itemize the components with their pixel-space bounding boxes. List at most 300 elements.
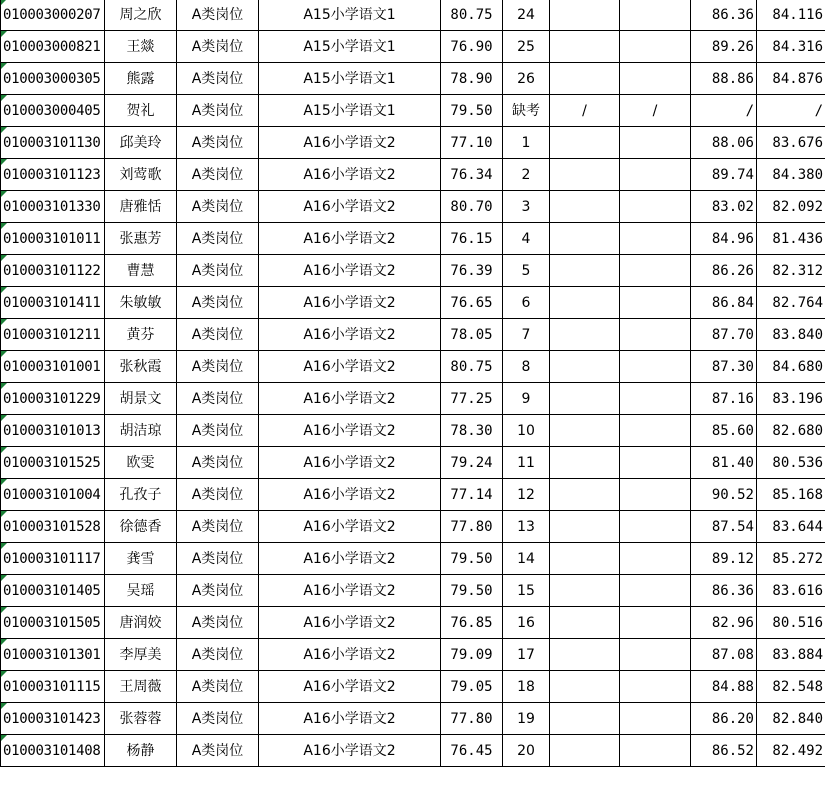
exam-id-cell[interactable] <box>1 671 105 703</box>
position-cell[interactable] <box>259 287 441 319</box>
interview-score-cell[interactable] <box>691 255 757 287</box>
position-cell[interactable] <box>259 511 441 543</box>
candidate-name-cell[interactable] <box>105 511 177 543</box>
interview-score-cell[interactable] <box>691 31 757 63</box>
blank-cell-2[interactable] <box>620 383 691 415</box>
total-score-cell[interactable] <box>757 415 825 447</box>
total-score-cell[interactable] <box>757 383 825 415</box>
position-cell[interactable] <box>259 415 441 447</box>
written-score-cell[interactable] <box>441 703 503 735</box>
total-score-cell[interactable] <box>757 63 825 95</box>
blank-cell-1[interactable] <box>550 223 620 255</box>
interview-score-cell[interactable] <box>691 191 757 223</box>
candidate-name-cell[interactable] <box>105 447 177 479</box>
interview-order-cell[interactable] <box>503 255 550 287</box>
interview-score-text: 87.70 <box>711 326 754 343</box>
candidate-name-text: 胡洁琼 <box>119 422 162 439</box>
exam-id-cell[interactable] <box>1 703 105 735</box>
interview-order-text: 17 <box>517 646 535 663</box>
exam-id-cell[interactable] <box>1 159 105 191</box>
interview-score-text: 84.88 <box>711 678 754 695</box>
position-type-cell[interactable] <box>177 479 259 511</box>
position-text: A16小学语文2 <box>303 262 396 279</box>
written-score-cell[interactable] <box>441 479 503 511</box>
candidate-name-cell[interactable] <box>105 31 177 63</box>
written-score-text: 77.14 <box>450 486 493 503</box>
exam-id-cell[interactable] <box>1 607 105 639</box>
position-type-text: A类岗位 <box>191 38 244 55</box>
interview-score-cell[interactable] <box>691 159 757 191</box>
position-type-cell[interactable] <box>177 63 259 95</box>
interview-order-cell[interactable] <box>503 63 550 95</box>
blank-cell-1[interactable] <box>550 575 620 607</box>
exam-id-cell[interactable] <box>1 479 105 511</box>
candidate-name-text: 李厚美 <box>119 646 162 663</box>
position-cell[interactable] <box>259 671 441 703</box>
blank-cell-1[interactable] <box>550 319 620 351</box>
candidate-name-text: 张蓉蓉 <box>119 710 162 727</box>
interview-order-cell[interactable] <box>503 735 550 767</box>
written-score-cell[interactable] <box>441 95 503 127</box>
position-type-cell[interactable] <box>177 31 259 63</box>
blank-cell-1[interactable] <box>550 735 620 767</box>
candidate-name-cell[interactable] <box>105 127 177 159</box>
total-score-text: 82.764 <box>772 294 823 311</box>
candidate-name-cell[interactable] <box>105 607 177 639</box>
position-cell[interactable] <box>259 127 441 159</box>
written-score-cell[interactable] <box>441 63 503 95</box>
exam-id-text: 010003000821 <box>3 38 101 55</box>
blank-cell-2[interactable] <box>620 415 691 447</box>
blank-cell-2[interactable] <box>620 511 691 543</box>
interview-order-cell[interactable] <box>503 479 550 511</box>
candidate-name-cell[interactable] <box>105 0 177 31</box>
interview-score-text: 87.16 <box>711 390 754 407</box>
candidate-name-cell[interactable] <box>105 543 177 575</box>
interview-order-cell[interactable] <box>503 703 550 735</box>
written-score-cell[interactable] <box>441 575 503 607</box>
position-type-cell[interactable] <box>177 159 259 191</box>
blank-cell-2[interactable] <box>620 479 691 511</box>
exam-id-cell[interactable] <box>1 127 105 159</box>
candidate-name-cell[interactable] <box>105 191 177 223</box>
blank-cell-2[interactable] <box>620 607 691 639</box>
exam-id-cell[interactable] <box>1 575 105 607</box>
blank-cell-1[interactable] <box>550 287 620 319</box>
position-cell[interactable] <box>259 735 441 767</box>
exam-id-text: 010003101528 <box>3 518 101 535</box>
written-score-text: 76.39 <box>450 262 493 279</box>
blank-cell-2[interactable] <box>620 95 691 127</box>
position-cell[interactable] <box>259 447 441 479</box>
interview-order-cell[interactable] <box>503 351 550 383</box>
exam-id-cell[interactable] <box>1 383 105 415</box>
interview-order-text: 2 <box>521 166 531 183</box>
position-cell[interactable] <box>259 159 441 191</box>
position-cell[interactable] <box>259 223 441 255</box>
written-score-cell[interactable] <box>441 159 503 191</box>
blank-cell-2[interactable] <box>620 543 691 575</box>
blank-cell-1[interactable] <box>550 63 620 95</box>
total-score-cell[interactable] <box>757 575 825 607</box>
written-score-text: 76.65 <box>450 294 493 311</box>
interview-score-cell[interactable] <box>691 735 757 767</box>
position-type-cell[interactable] <box>177 703 259 735</box>
total-score-cell[interactable] <box>757 671 825 703</box>
exam-id-text: 010003101330 <box>3 198 101 215</box>
position-text: A16小学语文2 <box>303 454 396 471</box>
interview-order-cell[interactable] <box>503 319 550 351</box>
total-score-cell[interactable] <box>757 159 825 191</box>
blank-cell-1[interactable] <box>550 383 620 415</box>
table-row <box>1 127 825 159</box>
blank-cell-2[interactable] <box>620 575 691 607</box>
position-text: A16小学语文2 <box>303 358 396 375</box>
blank-cell-2[interactable] <box>620 31 691 63</box>
written-score-cell[interactable] <box>441 447 503 479</box>
exam-id-text: 010003101001 <box>3 358 101 375</box>
total-score-cell[interactable] <box>757 95 825 127</box>
exam-id-cell[interactable] <box>1 63 105 95</box>
written-score-cell[interactable] <box>441 543 503 575</box>
position-type-cell[interactable] <box>177 543 259 575</box>
interview-score-cell[interactable] <box>691 319 757 351</box>
position-type-cell[interactable] <box>177 383 259 415</box>
interview-order-cell[interactable] <box>503 415 550 447</box>
blank-cell-1[interactable] <box>550 607 620 639</box>
total-score-cell[interactable] <box>757 127 825 159</box>
blank-cell-2[interactable] <box>620 63 691 95</box>
exam-id-cell[interactable] <box>1 543 105 575</box>
position-type-cell[interactable] <box>177 415 259 447</box>
interview-order-cell[interactable] <box>503 511 550 543</box>
position-type-cell[interactable] <box>177 639 259 671</box>
blank-cell-1[interactable] <box>550 639 620 671</box>
position-cell[interactable] <box>259 255 441 287</box>
blank-cell-2[interactable] <box>620 255 691 287</box>
written-score-cell[interactable] <box>441 191 503 223</box>
exam-id-cell[interactable] <box>1 415 105 447</box>
total-score-text: 83.644 <box>772 518 823 535</box>
interview-order-text: 16 <box>517 614 535 631</box>
candidate-name-cell[interactable] <box>105 703 177 735</box>
interview-order-cell[interactable] <box>503 223 550 255</box>
exam-id-cell[interactable] <box>1 735 105 767</box>
total-score-cell[interactable] <box>757 191 825 223</box>
blank-cell-1[interactable] <box>550 95 620 127</box>
position-cell[interactable] <box>259 703 441 735</box>
candidate-name-cell[interactable] <box>105 383 177 415</box>
written-score-cell[interactable] <box>441 639 503 671</box>
cell-error-indicator-icon <box>1 703 7 709</box>
written-score-cell[interactable] <box>441 671 503 703</box>
interview-score-cell[interactable] <box>691 63 757 95</box>
interview-order-cell[interactable] <box>503 607 550 639</box>
interview-score-text: 87.54 <box>711 518 754 535</box>
interview-order-cell[interactable] <box>503 447 550 479</box>
blank-cell-1[interactable] <box>550 447 620 479</box>
exam-id-cell[interactable] <box>1 223 105 255</box>
candidate-name-cell[interactable] <box>105 351 177 383</box>
blank-cell-2[interactable] <box>620 671 691 703</box>
interview-order-cell[interactable] <box>503 383 550 415</box>
position-type-cell[interactable] <box>177 287 259 319</box>
blank-cell-1[interactable] <box>550 543 620 575</box>
interview-order-cell[interactable] <box>503 575 550 607</box>
blank-cell-2[interactable] <box>620 159 691 191</box>
exam-id-cell[interactable] <box>1 31 105 63</box>
blank-cell-2[interactable] <box>620 735 691 767</box>
candidate-name-cell[interactable] <box>105 287 177 319</box>
position-cell[interactable] <box>259 575 441 607</box>
candidate-name-cell[interactable] <box>105 255 177 287</box>
position-text: A16小学语文2 <box>303 710 396 727</box>
interview-score-cell[interactable] <box>691 575 757 607</box>
exam-id-cell[interactable] <box>1 191 105 223</box>
blank-cell-2[interactable] <box>620 319 691 351</box>
blank-cell-2[interactable] <box>620 351 691 383</box>
candidate-name-cell[interactable] <box>105 159 177 191</box>
total-score-cell[interactable] <box>757 287 825 319</box>
exam-id-cell[interactable] <box>1 511 105 543</box>
cell-error-indicator-icon <box>1 287 7 293</box>
position-cell[interactable] <box>259 383 441 415</box>
written-score-cell[interactable] <box>441 383 503 415</box>
interview-order-cell[interactable] <box>503 127 550 159</box>
blank-cell-1[interactable] <box>550 191 620 223</box>
interview-score-cell[interactable] <box>691 543 757 575</box>
candidate-name-cell[interactable] <box>105 63 177 95</box>
written-score-text: 76.90 <box>450 38 493 55</box>
written-score-cell[interactable] <box>441 351 503 383</box>
position-cell[interactable] <box>259 607 441 639</box>
exam-id-cell[interactable] <box>1 639 105 671</box>
interview-order-cell[interactable] <box>503 0 550 31</box>
position-type-cell[interactable] <box>177 319 259 351</box>
total-score-text: 82.680 <box>772 422 823 439</box>
candidate-name-cell[interactable] <box>105 319 177 351</box>
position-type-cell[interactable] <box>177 447 259 479</box>
written-score-text: 76.34 <box>450 166 493 183</box>
cell-error-indicator-icon <box>1 191 7 197</box>
interview-order-cell[interactable] <box>503 159 550 191</box>
interview-score-cell[interactable] <box>691 127 757 159</box>
total-score-cell[interactable] <box>757 351 825 383</box>
interview-score-cell[interactable] <box>691 447 757 479</box>
interview-score-cell[interactable] <box>691 287 757 319</box>
total-score-cell[interactable] <box>757 255 825 287</box>
position-cell[interactable] <box>259 63 441 95</box>
interview-order-cell[interactable] <box>503 671 550 703</box>
position-type-text: A类岗位 <box>191 550 244 567</box>
table-row <box>1 191 825 223</box>
total-score-cell[interactable] <box>757 543 825 575</box>
exam-id-cell[interactable] <box>1 351 105 383</box>
interview-score-cell[interactable] <box>691 95 757 127</box>
total-score-cell[interactable] <box>757 223 825 255</box>
total-score-cell[interactable] <box>757 639 825 671</box>
written-score-cell[interactable] <box>441 0 503 31</box>
blank-cell-2[interactable] <box>620 639 691 671</box>
candidate-name-cell[interactable] <box>105 415 177 447</box>
written-score-cell[interactable] <box>441 607 503 639</box>
candidate-name-text: 欧雯 <box>126 454 155 471</box>
table-row <box>1 511 825 543</box>
position-type-cell[interactable] <box>177 607 259 639</box>
blank-cell-2[interactable] <box>620 287 691 319</box>
interview-score-text: 89.26 <box>711 38 754 55</box>
interview-score-text: 88.86 <box>711 70 754 87</box>
written-score-cell[interactable] <box>441 127 503 159</box>
candidate-name-cell[interactable] <box>105 223 177 255</box>
interview-score-cell[interactable] <box>691 639 757 671</box>
position-type-cell[interactable] <box>177 735 259 767</box>
blank-cell-2[interactable] <box>620 191 691 223</box>
total-score-cell[interactable] <box>757 31 825 63</box>
written-score-cell[interactable] <box>441 415 503 447</box>
cell-error-indicator-icon <box>1 415 7 421</box>
position-type-cell[interactable] <box>177 191 259 223</box>
blank-cell-1[interactable] <box>550 31 620 63</box>
interview-score-cell[interactable] <box>691 511 757 543</box>
interview-score-text: 83.02 <box>711 198 754 215</box>
interview-score-cell[interactable] <box>691 0 757 31</box>
interview-order-cell[interactable] <box>503 191 550 223</box>
interview-score-text: 85.60 <box>711 422 754 439</box>
blank-cell-1[interactable] <box>550 479 620 511</box>
exam-id-cell[interactable] <box>1 319 105 351</box>
written-score-cell[interactable] <box>441 255 503 287</box>
written-score-cell[interactable] <box>441 31 503 63</box>
position-type-text: A类岗位 <box>191 70 244 87</box>
exam-id-cell[interactable] <box>1 287 105 319</box>
total-score-cell[interactable] <box>757 703 825 735</box>
cell-error-indicator-icon <box>1 351 7 357</box>
interview-order-cell[interactable] <box>503 639 550 671</box>
written-score-text: 77.80 <box>450 518 493 535</box>
position-cell[interactable] <box>259 31 441 63</box>
candidate-name-cell[interactable] <box>105 575 177 607</box>
position-type-cell[interactable] <box>177 223 259 255</box>
position-type-cell[interactable] <box>177 511 259 543</box>
position-type-cell[interactable] <box>177 0 259 31</box>
exam-id-cell[interactable] <box>1 0 105 31</box>
exam-id-cell[interactable] <box>1 95 105 127</box>
written-score-cell[interactable] <box>441 319 503 351</box>
blank-cell-1[interactable] <box>550 351 620 383</box>
blank-cell-1[interactable] <box>550 703 620 735</box>
position-cell[interactable] <box>259 95 441 127</box>
blank-text-2: / <box>652 102 658 119</box>
blank-cell-2[interactable] <box>620 223 691 255</box>
blank-cell-1[interactable] <box>550 511 620 543</box>
interview-score-cell[interactable] <box>691 383 757 415</box>
interview-score-text: 81.40 <box>711 454 754 471</box>
candidate-name-cell[interactable] <box>105 639 177 671</box>
candidate-name-cell[interactable] <box>105 95 177 127</box>
exam-id-cell[interactable] <box>1 255 105 287</box>
exam-id-cell[interactable] <box>1 447 105 479</box>
blank-cell-2[interactable] <box>620 0 691 31</box>
interview-score-cell[interactable] <box>691 479 757 511</box>
blank-cell-1[interactable] <box>550 159 620 191</box>
written-score-text: 79.24 <box>450 454 493 471</box>
total-score-cell[interactable] <box>757 0 825 31</box>
position-type-cell[interactable] <box>177 575 259 607</box>
position-type-text: A类岗位 <box>191 486 244 503</box>
position-cell[interactable] <box>259 191 441 223</box>
interview-order-cell[interactable] <box>503 287 550 319</box>
blank-cell-1[interactable] <box>550 127 620 159</box>
interview-score-cell[interactable] <box>691 671 757 703</box>
candidate-name-text: 张惠芳 <box>119 230 162 247</box>
interview-order-text: 5 <box>521 262 531 279</box>
interview-order-text: 10 <box>517 422 535 439</box>
interview-score-cell[interactable] <box>691 351 757 383</box>
total-score-cell[interactable] <box>757 447 825 479</box>
exam-id-text: 010003101408 <box>3 742 101 759</box>
written-score-cell[interactable] <box>441 287 503 319</box>
position-type-cell[interactable] <box>177 127 259 159</box>
total-score-cell[interactable] <box>757 735 825 767</box>
written-score-cell[interactable] <box>441 223 503 255</box>
table-row <box>1 95 825 127</box>
candidate-name-text: 吴瑶 <box>126 582 155 599</box>
candidate-name-cell[interactable] <box>105 671 177 703</box>
candidate-name-cell[interactable] <box>105 735 177 767</box>
blank-cell-2[interactable] <box>620 447 691 479</box>
position-cell[interactable] <box>259 351 441 383</box>
total-score-text: 83.884 <box>772 646 823 663</box>
blank-cell-1[interactable] <box>550 415 620 447</box>
position-type-cell[interactable] <box>177 95 259 127</box>
position-type-cell[interactable] <box>177 351 259 383</box>
blank-cell-1[interactable] <box>550 671 620 703</box>
position-cell[interactable] <box>259 319 441 351</box>
total-score-cell[interactable] <box>757 607 825 639</box>
blank-cell-2[interactable] <box>620 127 691 159</box>
interview-score-text: 88.06 <box>711 134 754 151</box>
interview-score-cell[interactable] <box>691 703 757 735</box>
blank-cell-2[interactable] <box>620 703 691 735</box>
interview-order-cell[interactable] <box>503 95 550 127</box>
candidate-name-cell[interactable] <box>105 479 177 511</box>
position-cell[interactable] <box>259 639 441 671</box>
written-score-cell[interactable] <box>441 735 503 767</box>
interview-order-text: 4 <box>521 230 531 247</box>
position-cell[interactable] <box>259 543 441 575</box>
written-score-text: 77.10 <box>450 134 493 151</box>
position-cell[interactable] <box>259 0 441 31</box>
position-type-cell[interactable] <box>177 671 259 703</box>
interview-score-cell[interactable] <box>691 223 757 255</box>
total-score-cell[interactable] <box>757 511 825 543</box>
total-score-cell[interactable] <box>757 479 825 511</box>
total-score-cell[interactable] <box>757 319 825 351</box>
cell-error-indicator-icon <box>1 159 7 165</box>
position-type-cell[interactable] <box>177 255 259 287</box>
table-row <box>1 703 825 735</box>
cell-error-indicator-icon <box>1 0 7 5</box>
interview-score-cell[interactable] <box>691 415 757 447</box>
blank-cell-1[interactable] <box>550 0 620 31</box>
interview-order-cell[interactable] <box>503 543 550 575</box>
interview-order-cell[interactable] <box>503 31 550 63</box>
interview-score-cell[interactable] <box>691 607 757 639</box>
written-score-cell[interactable] <box>441 511 503 543</box>
blank-cell-1[interactable] <box>550 255 620 287</box>
position-cell[interactable] <box>259 479 441 511</box>
